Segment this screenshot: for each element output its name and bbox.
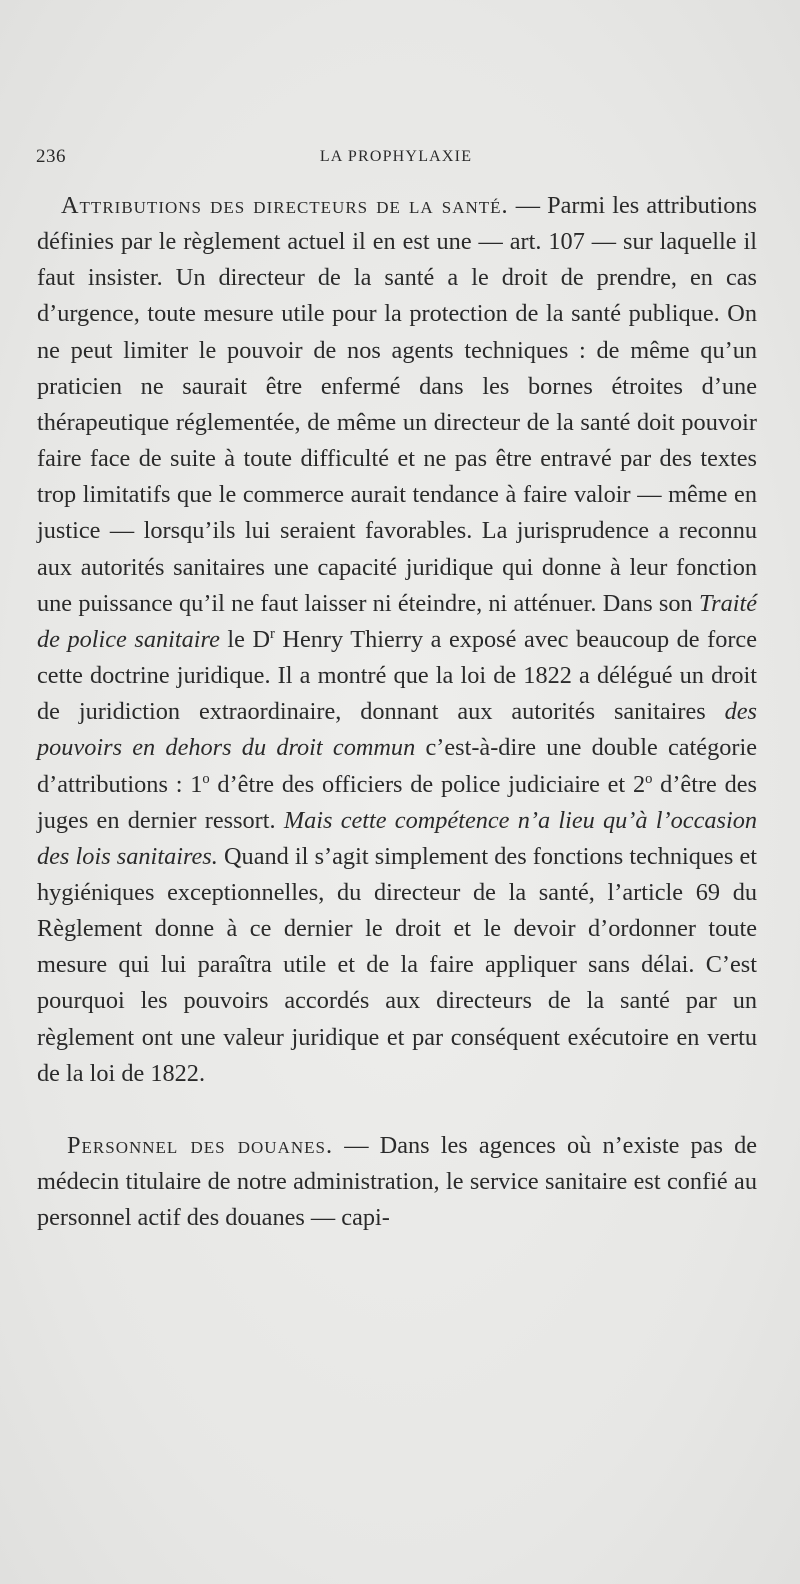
running-header (36, 146, 756, 170)
ordinal-superscript: o (202, 770, 210, 787)
running-title: LA PROPHYLAXIE (319, 148, 473, 165)
paragraph-attributions (37, 188, 757, 1092)
paragraph-text: d’être des juges en dernier ressort. (37, 770, 757, 834)
paragraph-text: Henry Thierry a exposé avec beaucoup de force cette doctrine juridique. Il a montré que la loi de 1822 a délégué un droit de juridiction extraordinaire, donnant aux autorités sanitaires (37, 625, 757, 726)
paragraph-douanes (37, 1128, 757, 1236)
section-heading-attributions: Attributions des directeurs de la santé. (61, 192, 509, 219)
italic-sentence: Mais cette compétence n’a lieu qu’à l’occasion des lois sanitaires. (37, 806, 758, 870)
paragraph-text: — Dans les agences où n’existe pas de médecin titulaire de notre administration, le service sanitaire est confié au personnel actif des douanes — capi- (37, 1131, 758, 1232)
paragraph-text: d’être des officiers de police judiciaire et 2 (209, 770, 646, 798)
section-heading-douanes: Personnel des douanes. (67, 1131, 334, 1159)
ordinal-superscript: o (645, 770, 653, 787)
paragraph-text: Quand il s’agit simplement des fonctions techniques et hygiéniques exceptionnelles, du directeur de la santé, l’article 69 du Règlement donne à ce dernier le droit et le devoir d’ordonner toute mesure qui lui paraîtra utile et de la faire appliquer sans délai. C’est pourquoi les pouvoirs accordés aux directeurs de la santé par un règlement ont une valeur juridique et par conséquent exécutoire en vertu de la loi de 1822. (37, 842, 757, 1087)
page-number: 236 (36, 146, 66, 167)
book-title: Traité de police sanitaire (37, 589, 757, 653)
italic-phrase: des pouvoirs en dehors du droit commun (37, 698, 757, 762)
paragraph-text: le D (219, 625, 271, 653)
body-text (37, 188, 757, 1236)
paragraph-text: — Parmi les attributions définies par le règlement actuel il en est une — art. 107 — sur laquelle il faut insister. Un directeur de la santé a le droit de prendre, en cas d’urgence, toute mesure utile pour la protection de la santé publique. On ne peut limiter le pouvoir de nos agents techniques : de même qu’un praticien ne saurait être enfermé dans les bornes étroites d’une thérapeutique réglementée, de même un directeur de la santé doit pouvoir faire face de suite à toute difficulté et ne pas être entravé par des textes trop limitatifs que le commerce aurait tendance à faire valoir — même en justice — lorsqu’ils lui seraient favorables. La jurisprudence a reconnu aux autorités sanitaires une capacité juridique qui donne à leur fonction une puissance qu’il ne faut laisser ni éteindre, ni atténuer. Dans son (37, 192, 757, 617)
paragraph-text: c’est-à-dire une double catégorie d’attributions : 1 (37, 734, 757, 798)
doctor-superscript: r (270, 625, 275, 642)
